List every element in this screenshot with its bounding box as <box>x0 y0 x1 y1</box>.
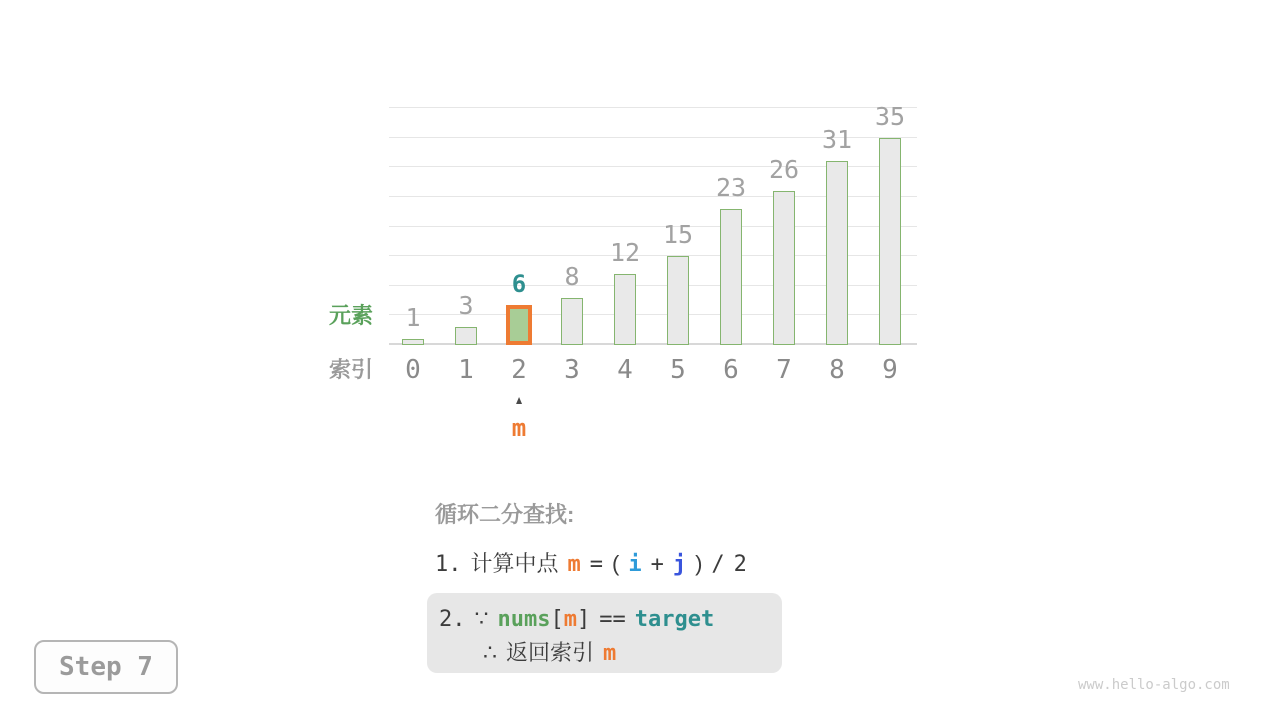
index-label-7: 7 <box>776 355 792 385</box>
bar-value-label-26: 26 <box>768 154 800 184</box>
index-label-3: 3 <box>564 355 580 385</box>
bar-index-3 <box>561 298 583 345</box>
bar-index-8 <box>826 161 848 345</box>
bar-value-label-23: 23 <box>715 172 747 202</box>
var-j: j <box>672 552 687 577</box>
watermark: www.hello-algo.com <box>1078 677 1230 693</box>
step-2-number: 2. <box>439 607 466 632</box>
pointer-m <box>489 394 549 440</box>
right-bracket: ] <box>576 607 591 632</box>
bar-index-7 <box>773 191 795 345</box>
left-bracket: [ <box>550 607 564 632</box>
step-2-conclusion-line <box>483 637 782 670</box>
index-label-4: 4 <box>617 355 633 385</box>
var-m: m <box>567 552 581 577</box>
step-2-line <box>439 603 782 636</box>
step-1-text: 计算中点 <box>470 551 559 576</box>
divide-sign: / <box>711 552 725 577</box>
bar-value-label-6: 6 <box>511 270 527 299</box>
index-label-9: 9 <box>882 355 898 385</box>
bar-index-9 <box>879 138 901 345</box>
var-target: target <box>634 607 715 632</box>
bar-value-label-1: 1 <box>405 303 421 333</box>
var-m: m <box>603 641 617 666</box>
up-caret-icon: ▲ <box>513 393 525 407</box>
index-row <box>389 357 917 387</box>
open-paren: ( <box>612 551 620 576</box>
step-1-number: 1. <box>435 552 462 577</box>
bar-chart <box>389 101 917 345</box>
index-label-2: 2 <box>511 355 527 385</box>
therefore-symbol: ∴ <box>483 640 497 665</box>
steps-heading: 循环二分查找: <box>435 502 575 527</box>
step-1-line <box>435 547 747 578</box>
plus-sign: + <box>650 552 664 577</box>
bar-index-1 <box>455 327 477 345</box>
x-axis-label-index: 索引 <box>329 357 374 382</box>
gridline <box>389 107 917 108</box>
bar-value-label-15: 15 <box>662 220 694 250</box>
close-paren: ) <box>695 551 703 576</box>
conclusion-box <box>427 593 782 673</box>
index-label-0: 0 <box>405 355 421 385</box>
bar-index-6 <box>720 209 742 345</box>
equals-sign: = <box>589 552 604 577</box>
bar-index-4 <box>614 274 636 345</box>
return-text: 返回索引 <box>506 640 595 665</box>
bar-index-0 <box>402 339 424 345</box>
index-label-1: 1 <box>458 355 474 385</box>
index-label-8: 8 <box>829 355 845 385</box>
nums-m-expression <box>498 604 591 636</box>
var-m: m <box>563 607 577 632</box>
step-badge: Step 7 <box>34 640 178 694</box>
double-equals: == <box>599 607 626 632</box>
bar-value-label-31: 31 <box>821 125 853 155</box>
divisor-2: 2 <box>733 552 747 577</box>
bar-value-label-8: 8 <box>564 261 580 291</box>
bar-index-5 <box>667 256 689 345</box>
index-label-5: 5 <box>670 355 686 385</box>
bar-value-label-35: 35 <box>874 101 906 131</box>
pointer-m-label: m <box>511 414 527 442</box>
var-i: i <box>628 552 642 577</box>
y-axis-label-element: 元素 <box>329 303 374 328</box>
because-symbol: ∵ <box>474 606 489 631</box>
index-label-6: 6 <box>723 355 739 385</box>
bar-index-2 <box>506 305 532 345</box>
bar-value-label-3: 3 <box>458 291 474 321</box>
bar-value-label-12: 12 <box>609 237 641 267</box>
var-nums: nums <box>497 607 551 632</box>
